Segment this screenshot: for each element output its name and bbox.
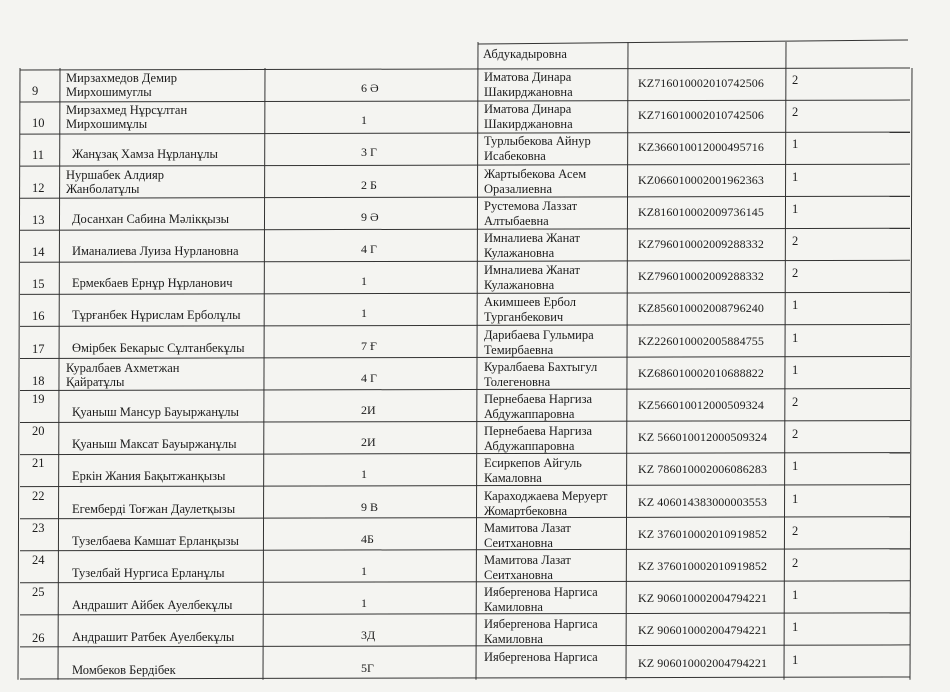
row-number: 23 [32, 520, 45, 535]
grid-line [20, 132, 910, 134]
row-number: 16 [32, 309, 45, 324]
teacher-name-line: Камаловна [484, 471, 542, 486]
class-cell: 2 Б [361, 177, 377, 192]
grid-line [626, 42, 628, 680]
count-cell: 1 [792, 137, 799, 152]
grid-line [20, 356, 910, 358]
iban-cell: KZ 376010002010919852 [638, 526, 768, 541]
class-cell: 3 Г [361, 145, 377, 160]
teacher-name-line: Алтыбаевна [484, 213, 549, 228]
iban-cell: KZ366010012000495716 [638, 140, 764, 155]
student-name-line: Мирхошимуглы [66, 85, 152, 99]
iban-cell: KZ 376010002010919852 [638, 559, 768, 573]
class-cell: 1 [361, 467, 367, 482]
iban-cell: KZ796010002009288332 [638, 237, 764, 251]
grid-line [20, 292, 910, 294]
teacher-name-line: Исабековна [484, 149, 546, 164]
teacher-name-line: Мамитова Лазат [484, 553, 571, 567]
teacher-name-line: Имналиева Жанат [484, 263, 580, 278]
grid-line [18, 68, 20, 680]
row-number: 12 [32, 180, 45, 195]
count-cell: 2 [792, 105, 799, 120]
count-cell: 1 [792, 330, 799, 345]
teacher-name-line: Ияберrенова Наргиса [484, 617, 598, 632]
student-name: Тұрғанбек Нұрислам Ерболұлы [72, 308, 241, 323]
row-number: 24 [32, 553, 45, 567]
grid-line [476, 42, 478, 680]
iban-cell: KZ566010012000509324 [638, 398, 764, 412]
grid-line [20, 421, 910, 423]
grid-line [20, 581, 910, 583]
teacher-name-line: Иматова Динара [484, 102, 572, 117]
class-cell: 2И [361, 435, 376, 450]
top-row-teacher: Абдукадыровна [483, 47, 567, 61]
row-number: 26 [32, 631, 45, 646]
row-number: 21 [32, 456, 45, 471]
teacher-name-line: Абдужаппаровна [484, 439, 575, 454]
teacher-name-line: Кулажановна [484, 278, 555, 293]
teacher-name-line: Сеитхановна [484, 568, 553, 582]
teacher-name-line: Акимшеев Ербол [484, 295, 577, 310]
student-name: Қуаныш Максат Бауыржанұлы [72, 437, 237, 452]
grid-line [20, 228, 910, 230]
grid-line [20, 549, 910, 551]
teacher-name-line: Жомартбековна [484, 503, 568, 518]
count-cell: 1 [792, 362, 799, 377]
grid-line [478, 40, 908, 44]
student-name: Ермекбаев Ернұр Нұрланович [72, 276, 233, 291]
student-name: Андрашит Ратбек Ауелбекұлы [72, 630, 235, 645]
count-cell: 1 [792, 459, 799, 474]
class-cell: 1 [361, 274, 367, 289]
class-cell: 2И [361, 403, 376, 417]
row-number: 18 [32, 373, 45, 388]
student-name: Андрашит Айбек Ауелбекұлы [72, 598, 233, 613]
student-name-line: Куралбаев Ахметжан [66, 360, 180, 375]
row-number: 9 [32, 84, 39, 98]
student-name: Иманалиева Луиза Нурлановна [72, 244, 239, 258]
count-cell: 1 [792, 588, 799, 603]
teacher-name-line: Дарибаева Гульмира [484, 327, 594, 342]
teacher-name-line: Турганбекович [484, 310, 564, 325]
count-cell: 1 [792, 652, 799, 667]
teacher-name-line: Ияберrенова Наргиса [484, 585, 598, 600]
teacher-name-line: Есиркепов Айгуль [484, 456, 582, 471]
teacher-name-line: Рустемова Лаззат [484, 198, 578, 213]
iban-cell: KZ 906010002004794221 [638, 655, 768, 670]
teacher-name-line: Мамитова Лазат [484, 520, 571, 535]
count-cell: 2 [792, 234, 799, 248]
teacher-name-line: Караходжаева Меруерт [484, 488, 608, 503]
teacher-name-line: Шакирджановна [484, 117, 573, 132]
row-number: 15 [32, 277, 45, 292]
grid-line [20, 100, 910, 102]
iban-cell: KZ716010002010742506 [638, 108, 764, 123]
class-cell: 5Г [361, 660, 374, 675]
row-number: 10 [32, 116, 45, 131]
count-cell: 2 [792, 395, 799, 409]
row-number: 25 [32, 585, 45, 600]
student-name: Жанұзақ Хамза Нұрланұлы [72, 147, 218, 162]
student-name-line: Мирхошимұлы [66, 117, 148, 132]
iban-cell: KZ 786010002006086283 [638, 462, 768, 477]
teacher-name-line: Камиловна [484, 632, 543, 647]
class-cell: 4Б [361, 531, 374, 546]
teacher-name-line: Турлыбекова Айнур [484, 134, 591, 149]
grid-line [20, 485, 910, 487]
teacher-name-line: Иматова Динара [484, 70, 572, 84]
grid-line [20, 324, 910, 326]
count-cell: 2 [792, 266, 799, 281]
count-cell: 2 [792, 556, 799, 570]
iban-cell: KZ856010002008796240 [638, 301, 764, 316]
class-cell: 1 [361, 113, 367, 128]
teacher-name-line: Пернебаева Наргиза [484, 424, 593, 439]
iban-cell: KZ816010002009736145 [638, 204, 764, 219]
row-number: 20 [32, 424, 45, 439]
row-number: 13 [32, 212, 45, 227]
grid-line [20, 260, 910, 262]
grid-line [20, 517, 910, 519]
teacher-name-line: Жартыбекова Асем [484, 166, 587, 181]
class-cell: 9 Ә [361, 209, 379, 224]
grid-line [784, 42, 786, 680]
student-name: Қуаныш Мансур Бауыржанұлы [72, 405, 239, 419]
student-name-line: Мирзахмед Нұрсұлтан [66, 103, 188, 118]
student-name: Тузелбай Нургиса Ерланұлы [72, 566, 225, 580]
row-number: 17 [32, 341, 45, 356]
count-cell: 1 [792, 298, 799, 313]
iban-cell: KZ 906010002004794221 [638, 623, 768, 638]
teacher-name-line: Сеитхановна [484, 535, 553, 550]
class-cell: 7 Ғ [361, 338, 377, 353]
student-name: Тузелбаева Камшат Ерланқызы [72, 533, 239, 548]
class-cell: 1 [361, 596, 367, 611]
student-name: Егемберді Тоғжан Даулетқызы [72, 501, 236, 516]
row-number: 22 [32, 488, 45, 503]
student-name-line: Қайратұлы [66, 374, 125, 389]
student-name: Еркін Жания Бақытжанқызы [72, 469, 226, 484]
teacher-name-line: Оразалиевна [484, 181, 553, 196]
class-cell: 4 Г [361, 370, 377, 385]
class-cell: 6 Ә [361, 81, 379, 95]
count-cell: 2 [792, 427, 799, 442]
iban-cell: KZ716010002010742506 [638, 76, 764, 90]
teacher-name-line: Шакирджановна [484, 85, 573, 99]
student-name: Досанхан Сабина Мәлікқызы [72, 211, 230, 226]
teacher-name-line: Ияберrенова Наргиса [484, 649, 598, 664]
grid-line [20, 453, 910, 455]
teacher-name-line: Кулажановна [484, 246, 555, 260]
student-name: Момбеков Бердібек [72, 662, 176, 677]
class-cell: 4 Г [361, 242, 377, 256]
student-name-line: Мирзахмедов Демир [66, 71, 177, 85]
iban-cell: KZ796010002009288332 [638, 269, 764, 284]
grid-line [20, 389, 910, 391]
class-cell: 1 [361, 564, 367, 578]
count-cell: 1 [792, 620, 799, 635]
count-cell: 1 [792, 491, 799, 506]
iban-cell: KZ226010002005884755 [638, 333, 764, 348]
class-cell: 3Д [361, 628, 376, 643]
teacher-name-line: Темирбаевна [484, 342, 554, 357]
grid-line [263, 68, 265, 680]
grid-line [20, 164, 910, 166]
teacher-name-line: Абдужаппаровна [484, 407, 575, 421]
count-cell: 2 [792, 73, 799, 87]
row-number: 11 [32, 148, 45, 163]
iban-cell: KZ066010002001962363 [638, 172, 764, 187]
grid-line [20, 68, 910, 70]
class-cell: 9 В [361, 499, 379, 514]
grid-line [20, 196, 910, 198]
count-cell: 2 [792, 523, 799, 538]
teacher-name-line: Пернебаева Наргиза [484, 392, 593, 406]
student-name: Өмірбек Бекарыс Сұлтанбекұлы [72, 340, 245, 355]
student-name-line: Нуршабек Алдияр [66, 167, 164, 182]
class-cell: 1 [361, 306, 367, 321]
grid-line [58, 68, 60, 680]
teacher-name-line: Камиловна [484, 600, 543, 615]
iban-cell: KZ 566010012000509324 [638, 430, 768, 445]
teacher-name-line: Имналиева Жанат [484, 231, 580, 245]
row-number: 19 [32, 392, 45, 406]
row-number: 14 [32, 245, 45, 259]
teacher-name-line: Толегеновна [484, 374, 551, 389]
iban-cell: KZ 906010002004794221 [638, 591, 768, 606]
teacher-name-line: Куралбаева Бахтыгул [484, 359, 598, 374]
count-cell: 1 [792, 201, 799, 216]
iban-cell: KZ 406014383000003553 [638, 494, 768, 509]
student-name-line: Жанболатұлы [66, 181, 140, 196]
iban-cell: KZ686010002010688822 [638, 365, 764, 380]
count-cell: 1 [792, 169, 799, 184]
grid-line [910, 68, 912, 680]
